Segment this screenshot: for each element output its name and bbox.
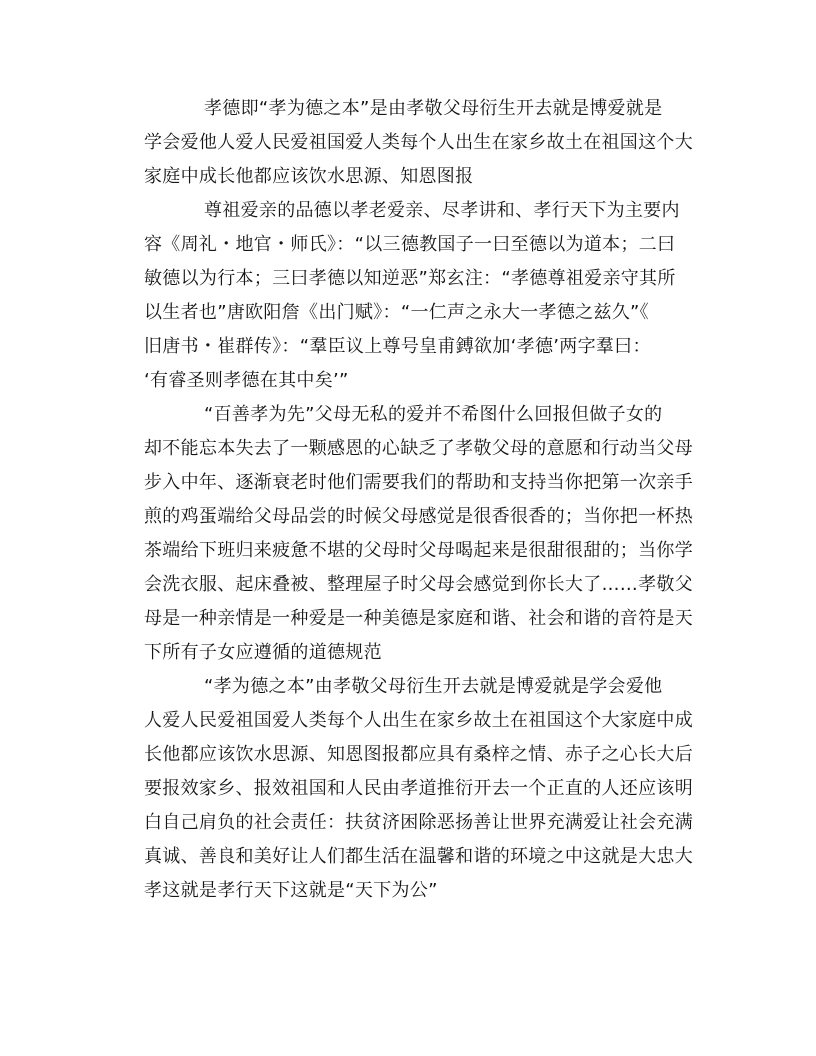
text-line: 以生者也”唐欧阳詹《出门赋》：“一仁声之永大一孝德之兹久”《 bbox=[144, 302, 649, 323]
text-line: 白自己肩负的社会责任：扶贫济困除恶扬善让世界充满爱让社会充满 bbox=[144, 812, 693, 833]
text-line: 却不能忘本失去了一颗感恩的心缺乏了孝敬父母的意愿和行动当父母 bbox=[144, 438, 693, 459]
text-line: 容《周礼・地官・师氏》：“以三德教国子一曰至德以为道本；二曰 bbox=[144, 234, 676, 255]
text-line: “百善孝为先”父母无私的爱并不希图什么回报但做子女的 bbox=[204, 404, 663, 425]
text-line: “孝为德之本”由孝敬父母衍生开去就是博爱就是学会爱他 bbox=[204, 676, 663, 697]
text-line: 孝德即“孝为德之本”是由孝敬父母衍生开去就是博爱就是 bbox=[204, 98, 663, 119]
text-line: 旧唐书・崔群传》：“羣臣议上尊号皇甫鎛欲加‘孝德’两字羣曰： bbox=[144, 336, 651, 357]
text-line: 母是一种亲情是一种爱是一种美德是家庭和谐、社会和谐的音符是天 bbox=[144, 608, 693, 629]
text-line: 煎的鸡蛋端给父母品尝的时候父母感觉是很香很香的；当你把一杯热 bbox=[144, 506, 693, 527]
text-line: 敏德以为行本；三曰孝德以知逆恶”郑玄注：“孝德尊祖爱亲守其所 bbox=[144, 268, 676, 289]
text-line: 学会爱他人爱人民爱祖国爱人类每个人出生在家乡故土在祖国这个大 bbox=[144, 132, 693, 153]
text-line: 步入中年、逐渐衰老时他们需要我们的帮助和支持当你把第一次亲手 bbox=[144, 472, 693, 493]
text-line: 茶端给下班归来疲惫不堪的父母时父母喝起来是很甜很甜的；当你学 bbox=[144, 540, 693, 561]
text-line: 要报效家乡、报效祖国和人民由孝道推衍开去一个正直的人还应该明 bbox=[144, 778, 693, 799]
text-line: 人爱人民爱祖国爱人类每个人出生在家乡故土在祖国这个大家庭中成 bbox=[144, 710, 693, 731]
text-line: ‘有睿圣则孝德在其中矣’” bbox=[144, 370, 349, 391]
paragraph-3 bbox=[144, 398, 694, 670]
paragraph-2 bbox=[144, 194, 694, 398]
text-line: 真诚、善良和美好让人们都生活在温馨和谐的环境之中这就是大忠大 bbox=[144, 846, 693, 867]
text-line: 孝这就是孝行天下这就是“天下为公” bbox=[144, 880, 438, 901]
document-body bbox=[144, 92, 694, 908]
text-line: 下所有子女应遵循的道德规范 bbox=[144, 642, 382, 663]
text-line: 长他都应该饮水思源、知恩图报都应具有桑梓之情、赤子之心长大后 bbox=[144, 744, 693, 765]
text-line: 会洗衣服、起床叠被、整理屋子时父母会感觉到你长大了……孝敬父 bbox=[144, 574, 693, 595]
text-line: 家庭中成长他都应该饮水思源、知恩图报 bbox=[144, 166, 474, 187]
text-line: 尊祖爱亲的品德以孝老爱亲、尽孝讲和、孝行天下为主要内 bbox=[204, 200, 680, 221]
paragraph-1 bbox=[144, 92, 694, 194]
paragraph-4 bbox=[144, 670, 694, 908]
